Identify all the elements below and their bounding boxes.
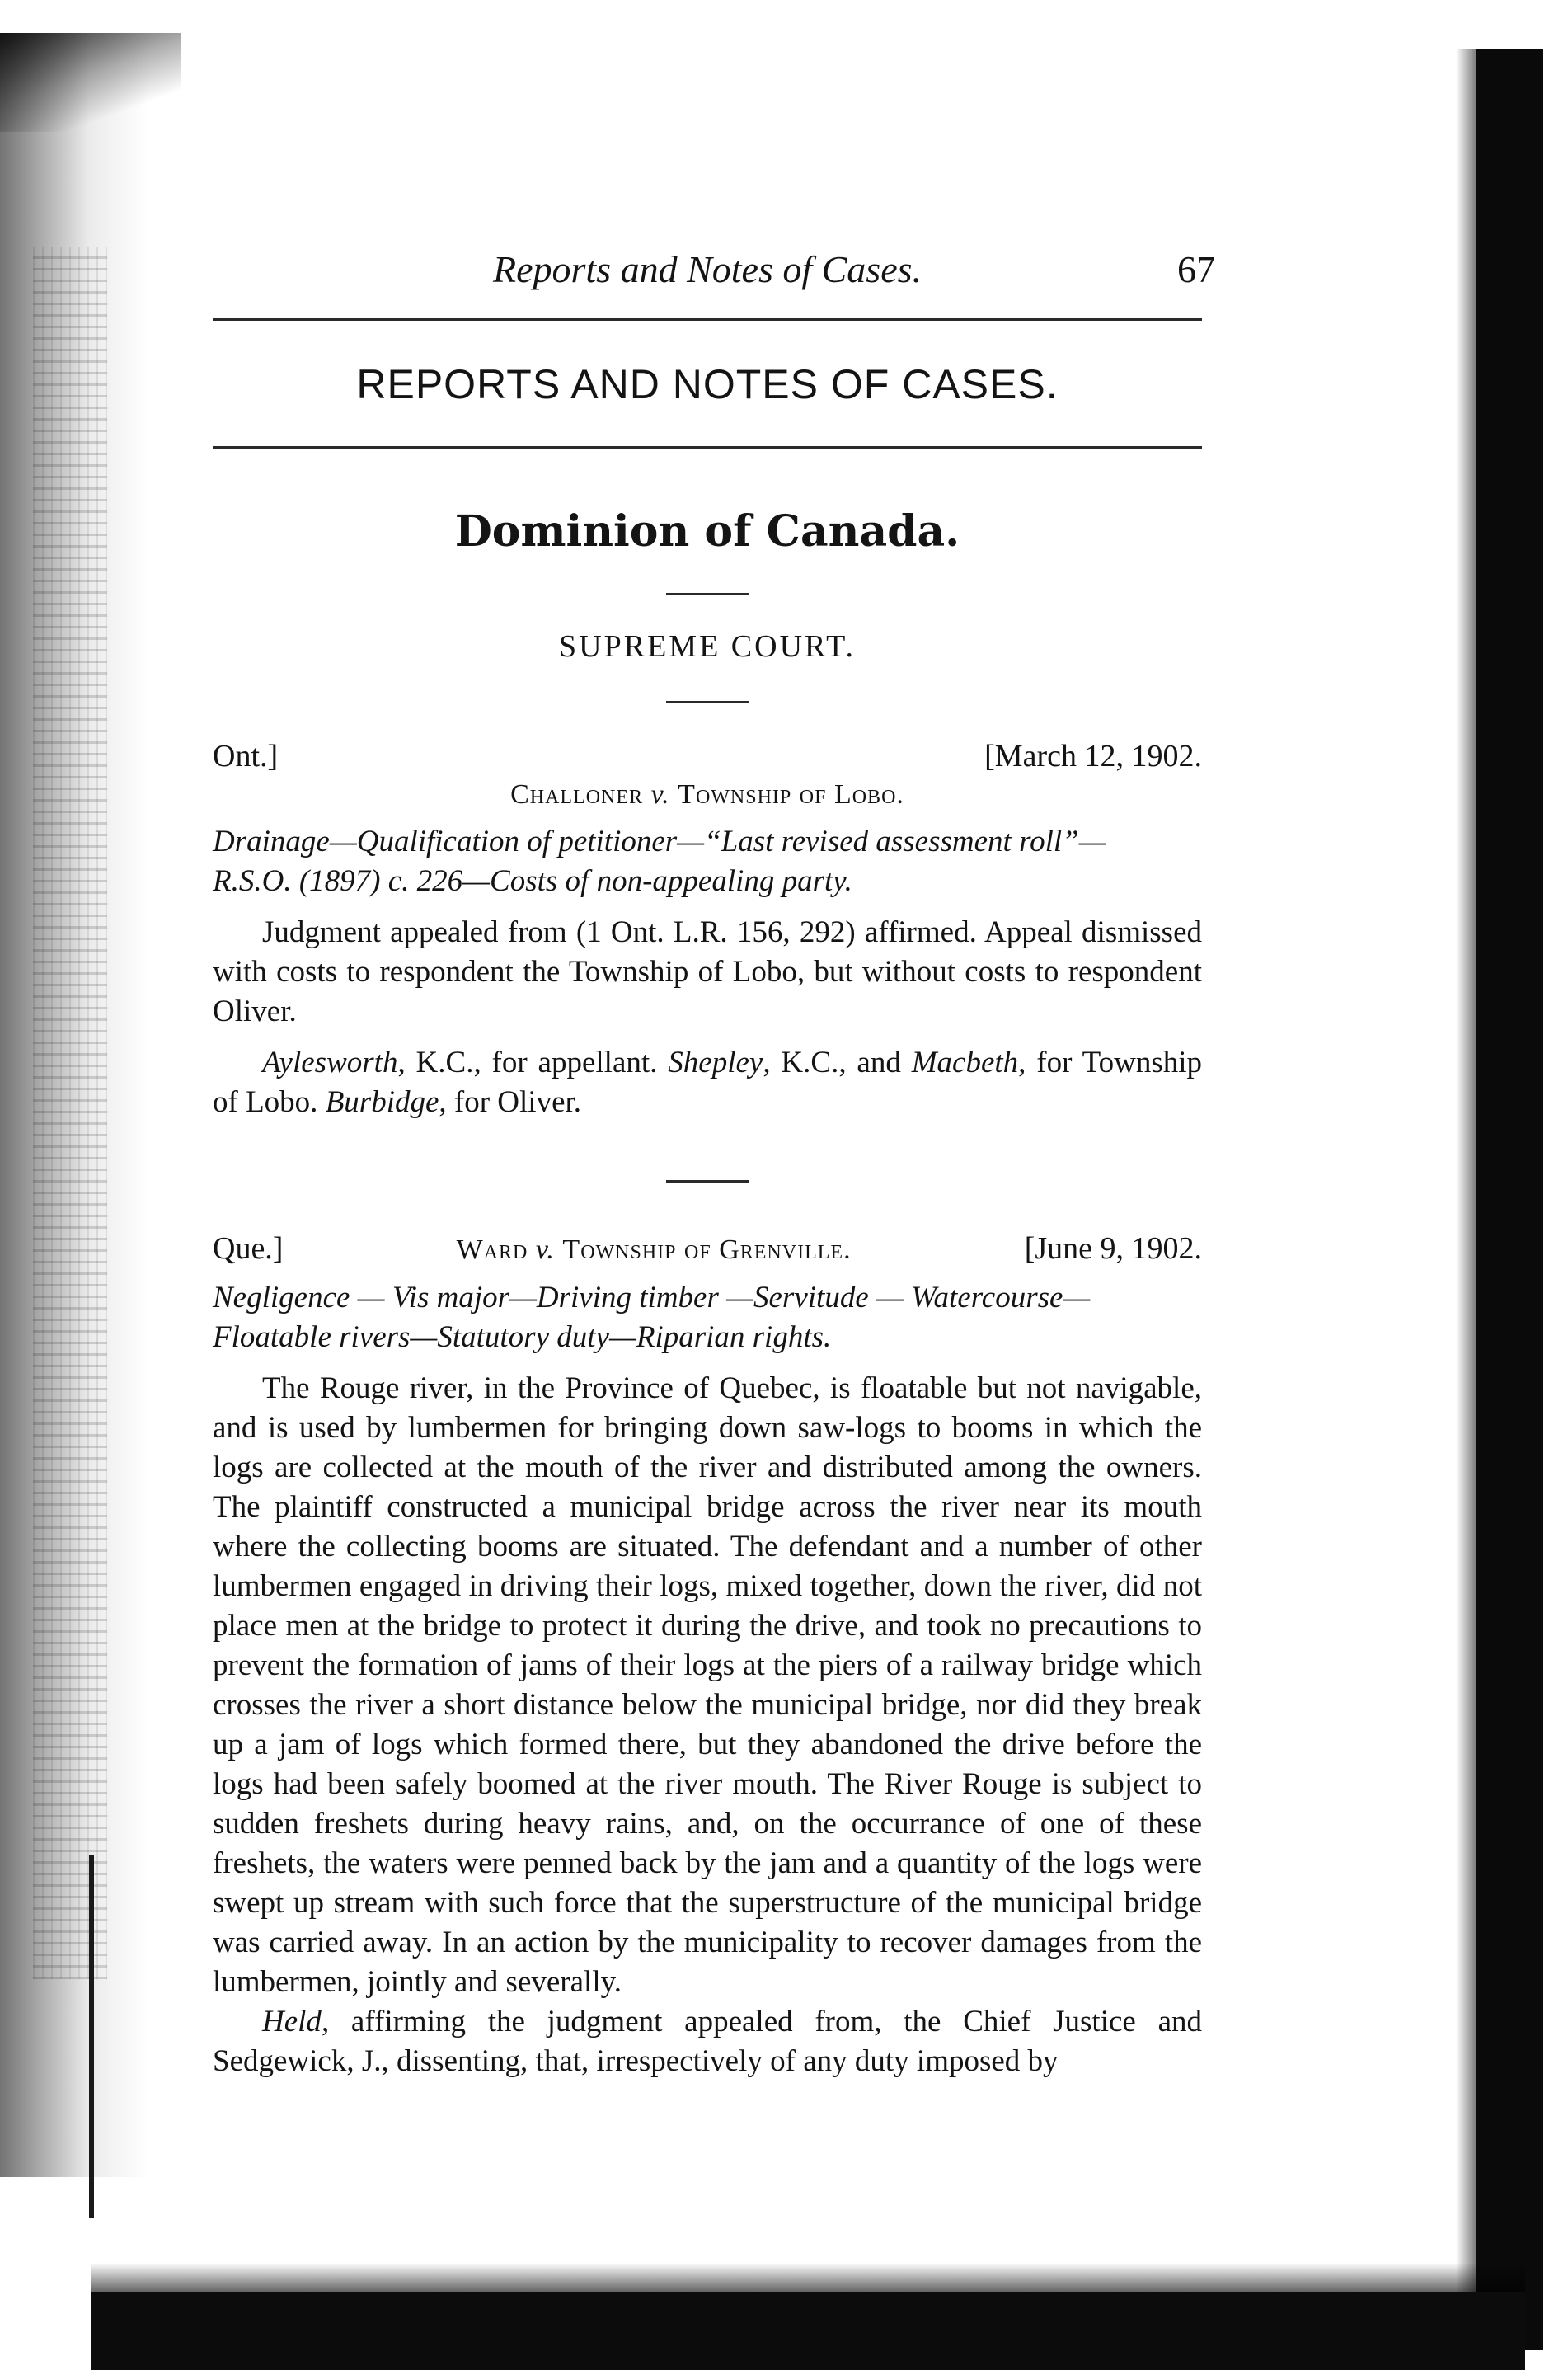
counsel-name: Aylesworth <box>262 1046 398 1079</box>
running-head <box>213 247 1215 313</box>
headnote-line: Drainage—Qualification of petitioner—“Last revised assessment roll”— <box>213 825 1106 858</box>
headnote-line: Negligence — Vis major—Driving timber —Servitude — Watercourse— <box>213 1281 1091 1314</box>
party-respondent: Township of Grenville. <box>562 1234 852 1265</box>
case-challoner <box>213 738 1202 1122</box>
party-appellant: Ward <box>456 1234 528 1265</box>
headnote-line: R.S.O. (1897) c. 226—Costs of non-appealing party. <box>213 864 852 898</box>
counsel-role: , K.C., and <box>763 1046 901 1079</box>
divider-rule <box>666 1180 749 1183</box>
court-heading: SUPREME COURT. <box>559 629 856 664</box>
judgment-text: Judgment appealed from (1 Ont. L.R. 156, 292) affirmed. Appeal dismissed with costs to respondent the Township of Lobo, but without costs to respondent Oliver. <box>213 915 1202 1028</box>
case-parties <box>213 779 1202 811</box>
case-header-line <box>213 738 1202 774</box>
versus: v. <box>535 1234 555 1265</box>
held-label: Held <box>262 2005 322 2038</box>
headnote-line: Floatable rivers—Statutory duty—Riparian rights. <box>213 1320 832 1354</box>
divider-rule <box>666 593 749 595</box>
counsel-name: Burbidge <box>325 1085 439 1119</box>
case-parties <box>457 1234 852 1266</box>
scan-speckle-left <box>33 247 107 1979</box>
case-ward <box>213 1230 1202 2081</box>
page-column <box>213 247 1215 2081</box>
counsel-text <box>213 1043 1202 1122</box>
counsel-role: , K.C., for appellant. <box>397 1046 658 1079</box>
counsel-role: , for Township of Lobo. <box>213 1046 1203 1119</box>
scan-edge-left <box>89 1855 94 2218</box>
head-rule <box>213 318 1202 321</box>
counsel-name: Macbeth <box>911 1046 1019 1079</box>
case-date: [June 9, 1902. <box>1024 1231 1202 1266</box>
headnote <box>213 1278 1202 1357</box>
counsel-name: Shepley <box>668 1046 763 1079</box>
section-rule <box>213 446 1202 449</box>
scan-shadow-bottom <box>91 2263 1525 2292</box>
case-province: Ont.] <box>213 739 279 774</box>
page-number: 67 <box>1177 248 1215 290</box>
held-text <box>213 2002 1202 2081</box>
party-respondent: Township of Lobo. <box>678 779 904 810</box>
case-province: Que.] <box>213 1231 284 1266</box>
facts-text: The Rouge river, in the Province of Quebec, is floatable but not navigable, and is used by lumbermen for bringing down saw-logs to booms in which the logs are collected at the mouth of the river and distributed among the owners. The plaintiff constructed a municipal bridge across the river near its mouth where the collecting booms are situated. The defendant and a number of other lumbermen engaged in driving their logs, mixed together, down the river, did not place men at the bridge to protect it during the drive, and took no precautions to prevent the formation of jams of their logs at the piers of a railway bridge which crosses the river a short distance below the municipal bridge, nor did they break up a jam of logs which formed there, but they abandoned the drive before the logs had been safely boomed at the river mouth. The River Rouge is subject to sudden freshets during heavy rains, and, on the occurrance of one of these freshets, the waters were penned back by the jam and a quantity of the logs were swept up stream with such force that the superstructure of the municipal bridge was carried away. In an action by the municipality to recover damages from the lumbermen, jointly and severally. <box>213 1371 1202 1999</box>
section-title: REPORTS AND NOTES OF CASES. <box>356 361 1059 407</box>
case-header-line <box>213 1230 1202 1267</box>
running-title: Reports and Notes of Cases. <box>492 248 922 290</box>
scan-shadow-right <box>1456 49 1477 2350</box>
divider-rule <box>666 701 749 703</box>
held-body: , affirming the judgment appealed from, the Chief Justice and Sedgewick, J., dissenting, that, irrespectively of any duty imposed by <box>213 2005 1202 2078</box>
dominion-heading: Dominion of Canada. <box>454 506 960 557</box>
case-date: [March 12, 1902. <box>984 739 1202 774</box>
scan-border-right <box>1476 49 1543 2350</box>
versus: v. <box>650 779 670 810</box>
scan-border-bottom <box>91 2292 1525 2370</box>
counsel-role: , for Oliver. <box>439 1085 582 1119</box>
party-appellant: Challoner <box>510 779 644 810</box>
headnote <box>213 822 1202 901</box>
